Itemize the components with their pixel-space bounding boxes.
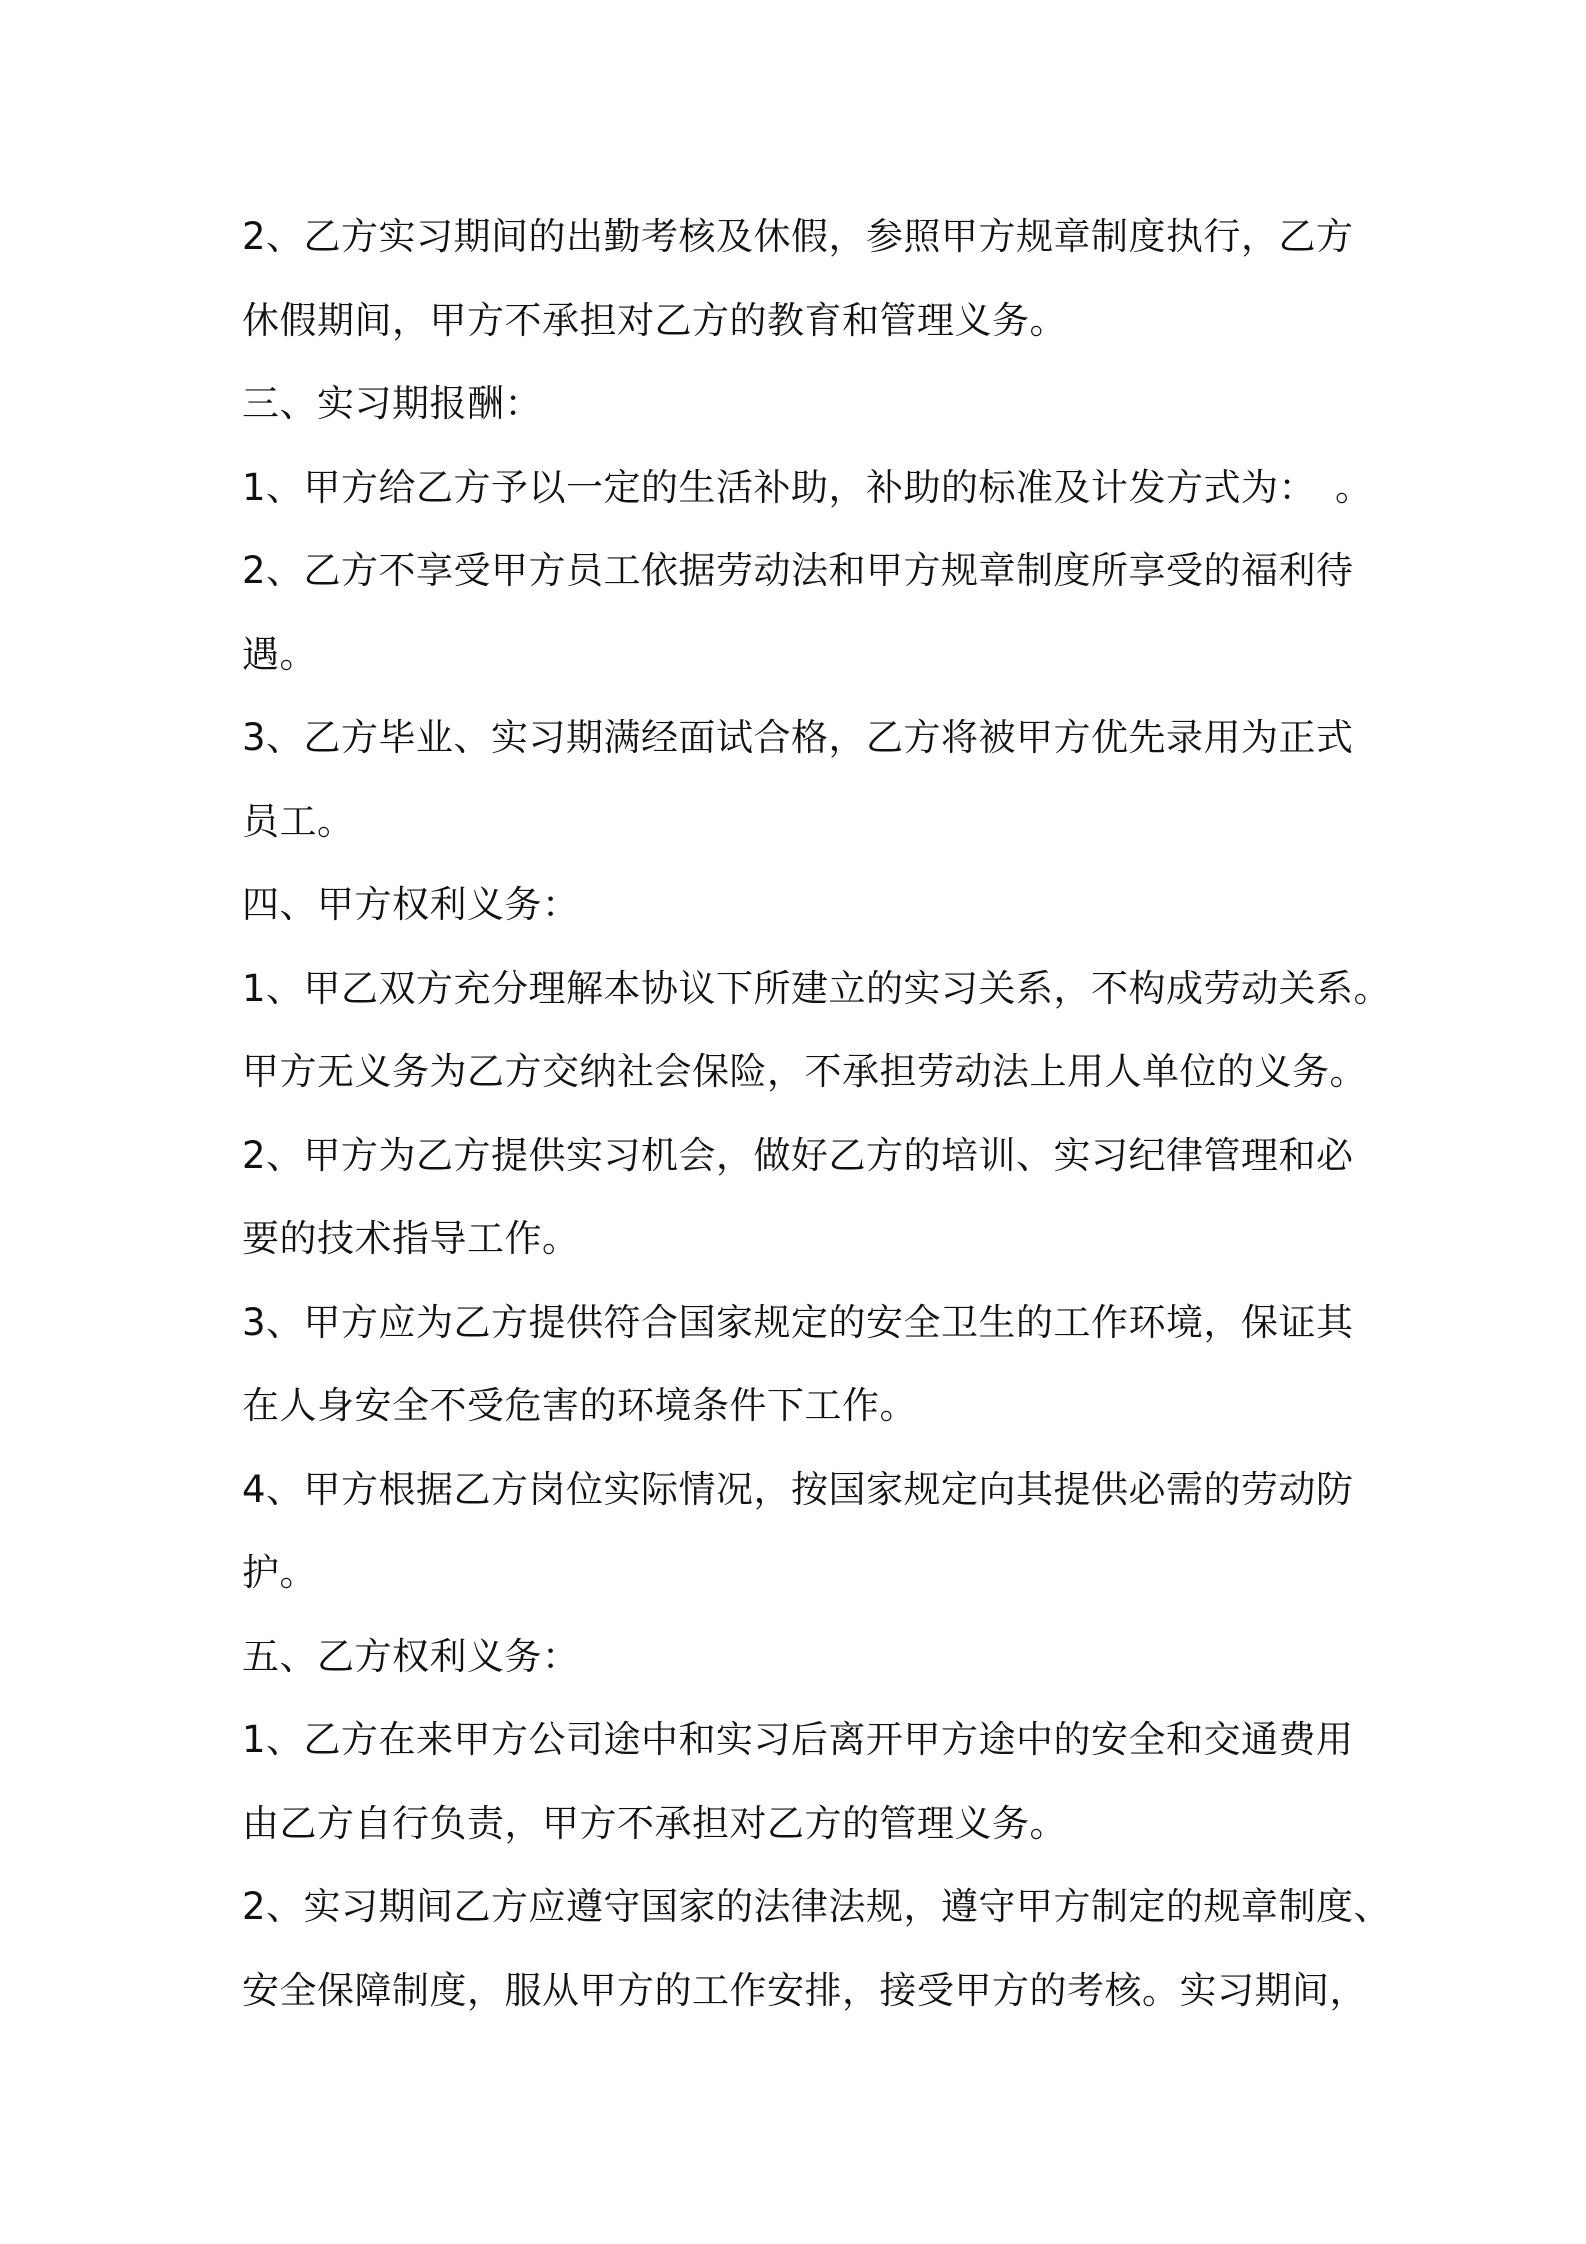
clause-remuneration-2 xyxy=(242,529,1372,696)
text-line: 1、乙方在来甲方公司途中和实习后离开甲方途中的安全和交通费用 xyxy=(242,1718,1354,1761)
text-line: 由乙方自行负责，甲方不承担对乙方的管理义务。 xyxy=(242,1801,1067,1845)
text-line: 3、乙方毕业、实习期满经面试合格，乙方将被甲方优先录用为正式 xyxy=(242,716,1354,759)
section-heading: 三、实习期报酬： xyxy=(242,382,542,425)
clause-party-b-2 xyxy=(242,1865,1392,2032)
section-heading: 五、乙方权利义务： xyxy=(242,1634,580,1678)
clause-remuneration-3 xyxy=(242,696,1372,863)
text-line: 遇。 xyxy=(242,632,317,676)
text-line: 甲方无义务为乙方交纳社会保险，不承担劳动法上用人单位的义务。 xyxy=(242,1050,1367,1093)
text-line: 3、甲方应为乙方提供符合国家规定的安全卫生的工作环境，保证其 xyxy=(242,1300,1354,1344)
text-line: 1、甲乙双方充分理解本协议下所建立的实习关系，不构成劳动关系。 xyxy=(242,966,1392,1010)
text-line: 2、甲方为乙方提供实习机会，做好乙方的培训、实习纪律管理和必 xyxy=(242,1133,1354,1177)
text-line: 4、甲方根据乙方岗位实际情况，按国家规定向其提供必需的劳动防 xyxy=(242,1467,1354,1511)
text-line: 1、甲方给乙方予以一定的生活补助，补助的标准及计发方式为： 。 xyxy=(242,465,1373,509)
text-line: 要的技术指导工作。 xyxy=(242,1217,580,1260)
text-line: 休假期间，甲方不承担对乙方的教育和管理义务。 xyxy=(242,298,1067,342)
clause-party-a-2 xyxy=(242,1114,1372,1281)
clause-party-a-4 xyxy=(242,1448,1372,1615)
section-heading-party-a xyxy=(242,863,1372,947)
clause-party-a-3 xyxy=(242,1281,1372,1448)
section-heading-remuneration xyxy=(242,362,1372,446)
text-line: 员工。 xyxy=(242,799,355,843)
document-body xyxy=(242,195,1392,2032)
text-line: 护。 xyxy=(242,1551,317,1594)
text-line: 2、实习期间乙方应遵守国家的法律法规，遵守甲方制定的规章制度、 xyxy=(242,1885,1392,1928)
text-line: 安全保障制度，服从甲方的工作安排，接受甲方的考核。实习期间， xyxy=(242,1968,1367,2012)
clause-3-2 xyxy=(242,195,1372,362)
text-line: 在人身安全不受危害的环境条件下工作。 xyxy=(242,1384,917,1427)
text-line: 2、乙方不享受甲方员工依据劳动法和甲方规章制度所享受的福利待 xyxy=(242,549,1354,592)
text-line: 2、乙方实习期间的出勤考核及休假，参照甲方规章制度执行，乙方 xyxy=(242,215,1354,258)
clause-party-a-1 xyxy=(242,947,1392,1114)
section-heading-party-b xyxy=(242,1615,1372,1699)
section-heading: 四、甲方权利义务： xyxy=(242,883,580,926)
clause-party-b-1 xyxy=(242,1698,1372,1865)
clause-remuneration-1 xyxy=(242,446,1372,530)
